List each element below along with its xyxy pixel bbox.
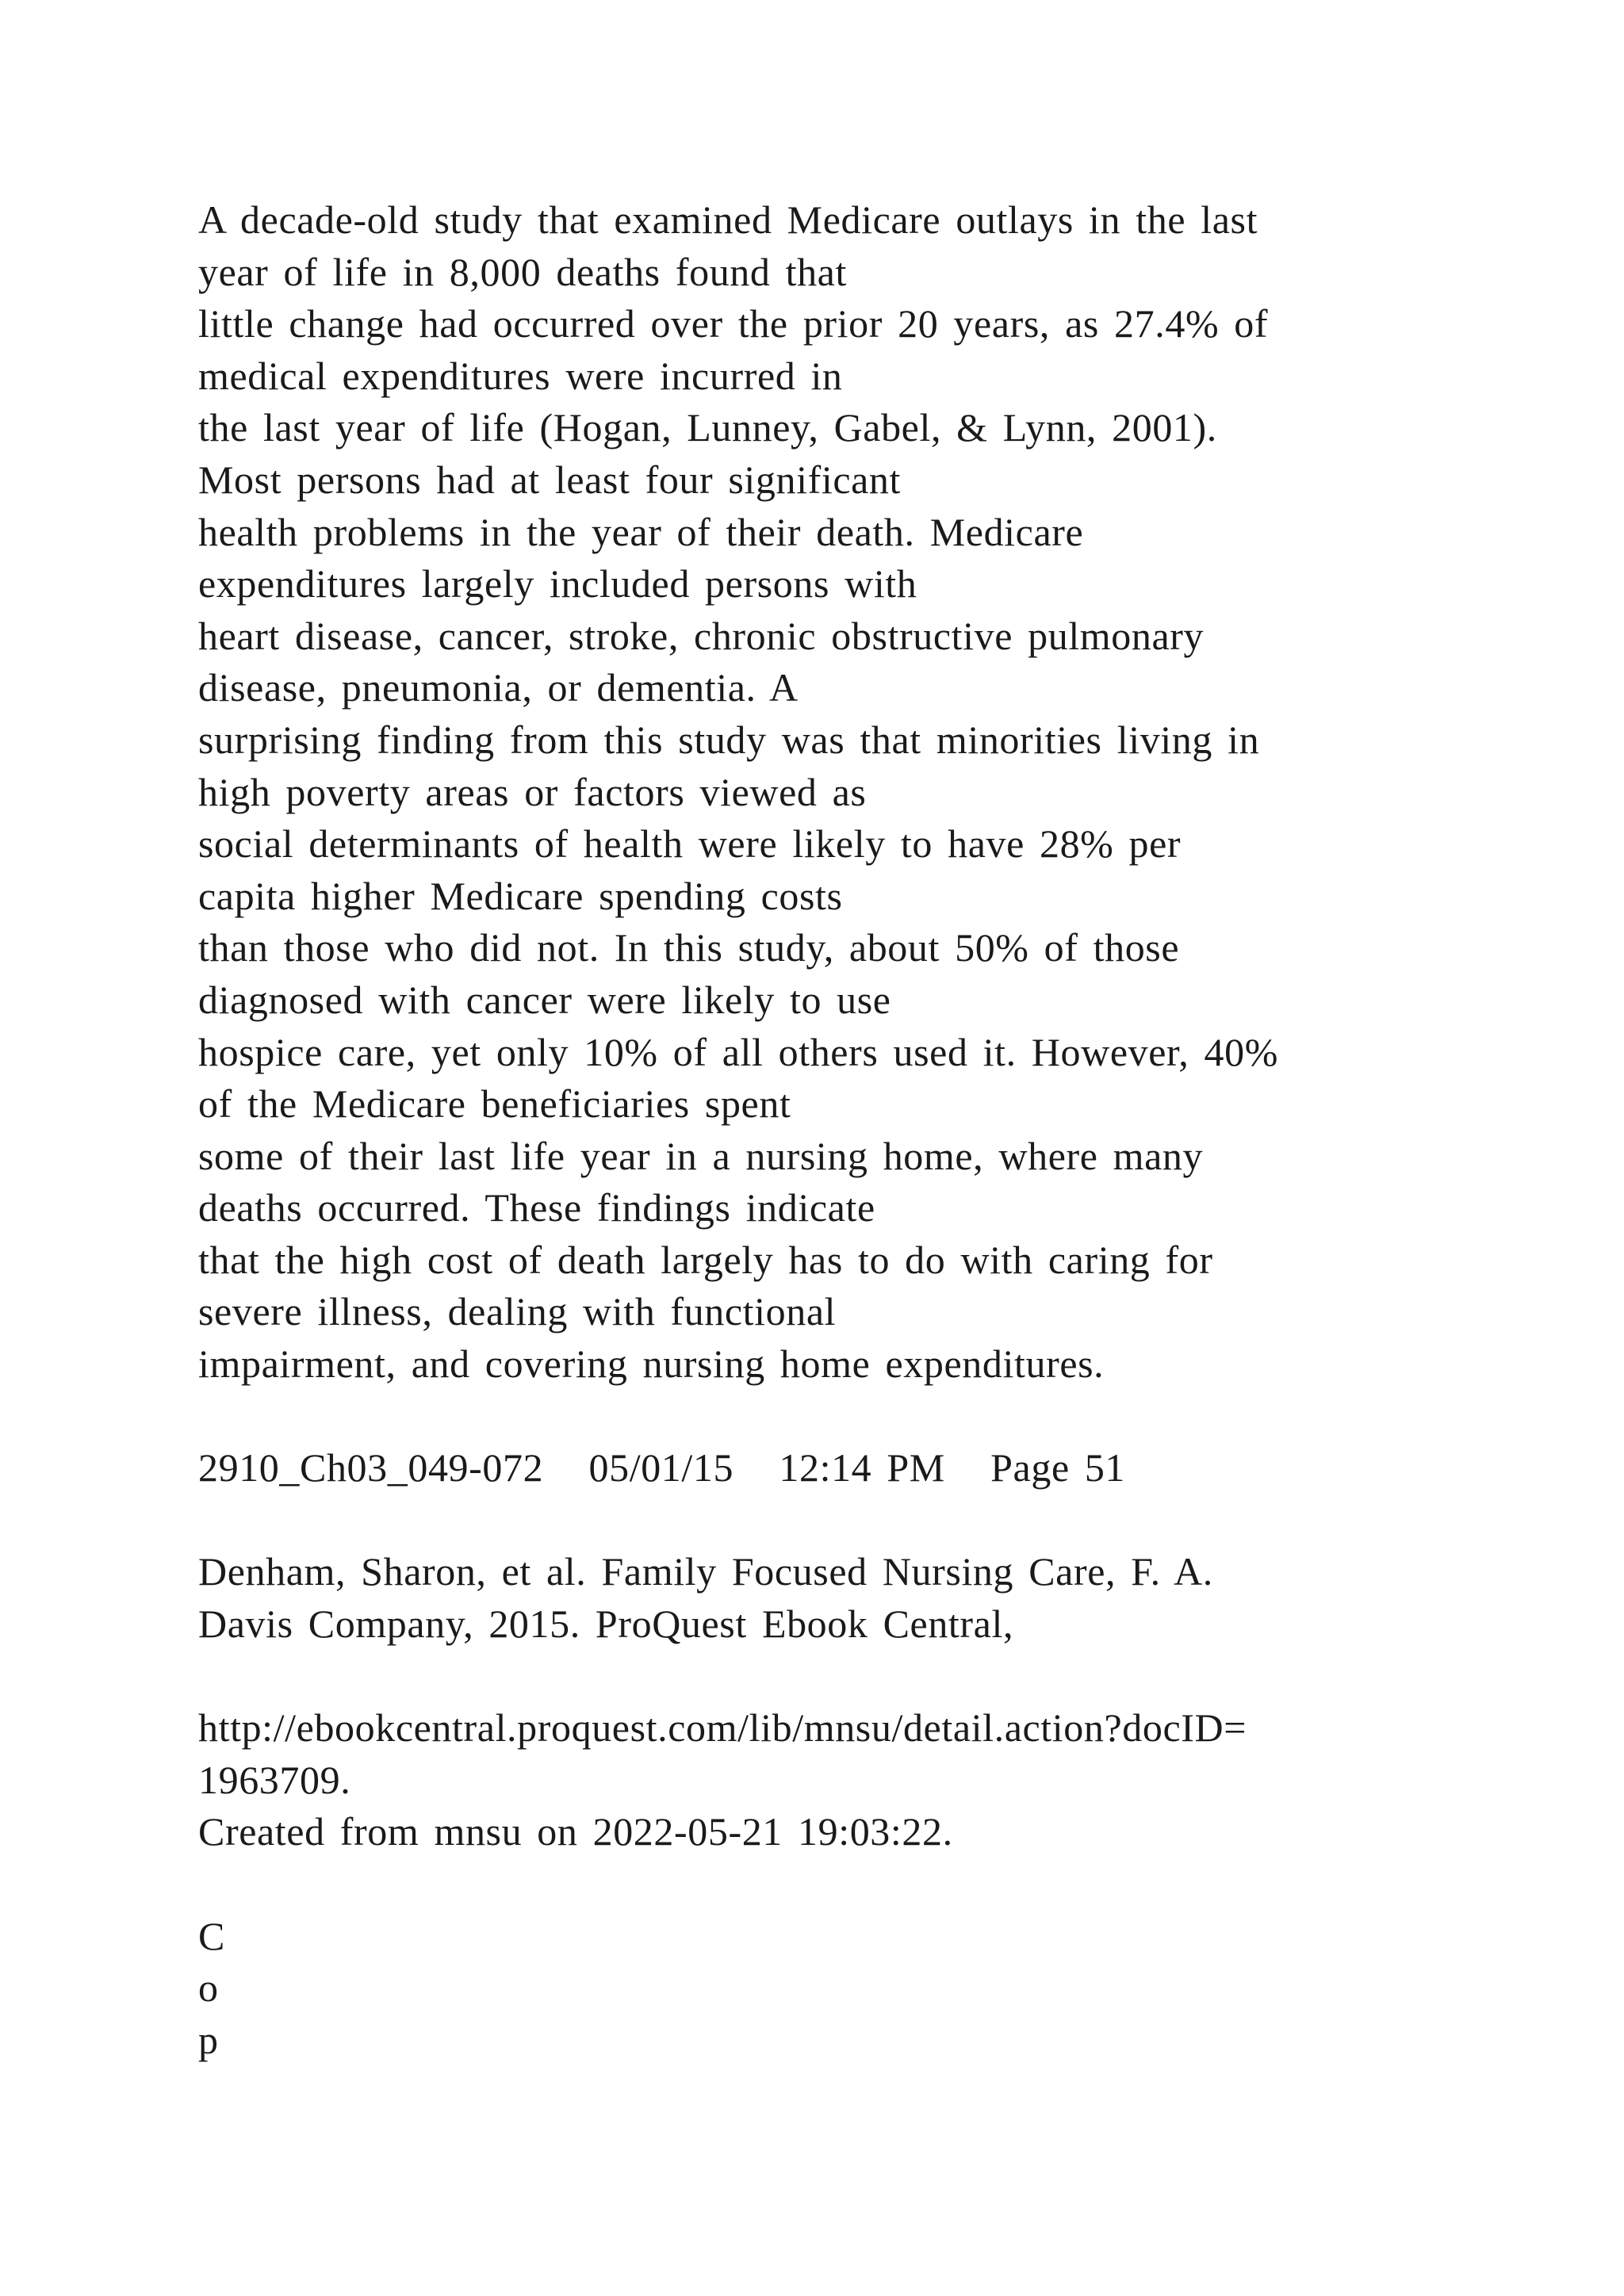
paragraph-line: medical expenditures were incurred in	[198, 353, 843, 398]
vertical-letter: p	[198, 2017, 219, 2062]
source-url	[198, 1702, 1594, 1806]
citation	[198, 1546, 1594, 1650]
citation-line: Denham, Sharon, et al. Family Focused Nursing Care, F. A.	[198, 1549, 1213, 1594]
paragraph-line: heart disease, cancer, stroke, chronic obstructive pulmonary	[198, 613, 1205, 658]
paragraph-line: surprising finding from this study was that minorities living in	[198, 717, 1260, 762]
paragraph-line: hospice care, yet only 10% of all others used it. However, 40%	[198, 1029, 1278, 1074]
paragraph-line: deaths occurred. These findings indicate	[198, 1185, 875, 1230]
paragraph-line: some of their last life year in a nursing home, where many	[198, 1133, 1204, 1178]
paragraph-line: capita higher Medicare spending costs	[198, 873, 843, 918]
page-footer: 2910_Ch03_049-072 05/01/15 12:14 PM Page 51	[198, 1445, 1126, 1490]
paragraph-line: impairment, and covering nursing home expenditures.	[198, 1341, 1105, 1387]
source-url-line: 1963709.	[198, 1757, 351, 1802]
vertical-letter: C	[198, 1913, 225, 1958]
source-url-line: http://ebookcentral.proquest.com/lib/mnsu/detail.action?docID=	[198, 1705, 1247, 1751]
spacer	[198, 1651, 1594, 1703]
spacer	[198, 1391, 1594, 1443]
spacer	[198, 1858, 1594, 1911]
paragraph-line: the last year of life (Hogan, Lunney, Gabel, & Lynn, 2001).	[198, 405, 1217, 450]
paragraph-line: social determinants of health were likely to have 28% per	[198, 821, 1182, 867]
paragraph-line: Most persons had at least four significant	[198, 457, 902, 502]
paragraph-line: of the Medicare beneficiaries spent	[198, 1081, 791, 1127]
paragraph-line: than those who did not. In this study, about 50% of those	[198, 925, 1180, 970]
citation-line: Davis Company, 2015. ProQuest Ebook Central,	[198, 1601, 1014, 1647]
paragraph-line: A decade-old study that examined Medicare outlays in the last	[198, 197, 1258, 242]
spacer	[198, 1494, 1594, 1547]
body-paragraph	[198, 194, 1594, 1391]
vertical-letter: o	[198, 1965, 219, 2011]
created-line: Created from mnsu on 2022-05-21 19:03:22.	[198, 1809, 953, 1854]
paragraph-line: high poverty areas or factors viewed as	[198, 769, 867, 814]
paragraph-line: severe illness, dealing with functional	[198, 1289, 837, 1334]
paragraph-line: expenditures largely included persons with	[198, 561, 917, 607]
paragraph-line: health problems in the year of their death. Medicare	[198, 509, 1084, 554]
paragraph-line: diagnosed with cancer were likely to use	[198, 977, 891, 1022]
paragraph-line: that the high cost of death largely has to do with caring for	[198, 1237, 1213, 1282]
document-text	[198, 194, 1594, 2066]
paragraph-line: little change had occurred over the prior 20 years, as 27.4% of	[198, 301, 1269, 346]
vertical-copyright-text	[198, 1911, 1594, 2067]
paragraph-line: disease, pneumonia, or dementia. A	[198, 665, 799, 710]
paragraph-line: year of life in 8,000 deaths found that	[198, 249, 847, 294]
